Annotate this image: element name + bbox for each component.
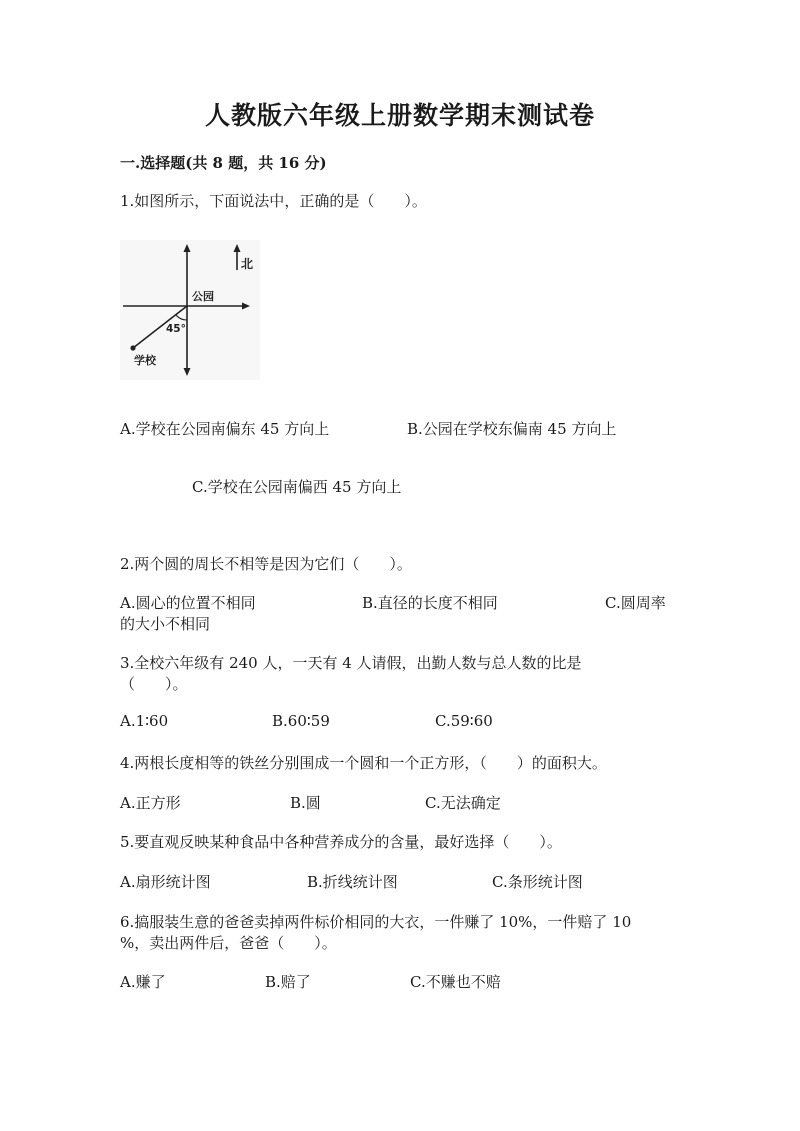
question-3-stem: 3.全校六年级有 240 人，一天有 4 人请假，出勤人数与总人数的比是 <box>120 654 582 672</box>
question-1-option-a: A.学校在公园南偏东 45 方向上 <box>120 420 330 438</box>
page-title: 人教版六年级上册数学期末测试卷 <box>204 101 595 130</box>
question-6-stem: 6.搞服装生意的爸爸卖掉两件标价相同的大衣，一件赚了 10%，一件赔了 10 <box>120 913 632 931</box>
question-1-option-c: C.学校在公园南偏西 45 方向上 <box>192 478 402 496</box>
question-6-option-a: A.赚了 <box>120 973 166 991</box>
question-6-option-c: C.不赚也不赔 <box>410 973 501 991</box>
question-5-option-c: C.条形统计图 <box>492 873 583 891</box>
north-label: 北 <box>241 257 254 271</box>
question-1-option-b: B.公园在学校东偏南 45 方向上 <box>407 420 617 438</box>
question-6-option-b: B.赔了 <box>265 973 311 991</box>
question-5-option-a: A.扇形统计图 <box>120 873 211 891</box>
question-2-stem: 2.两个圆的周长不相等是因为它们（ ）。 <box>120 555 412 573</box>
question-5-option-b: B.折线统计图 <box>307 873 398 891</box>
question-3-option-a: A.1∶60 <box>120 712 169 730</box>
question-3-option-c: C.59∶60 <box>435 712 493 730</box>
question-2-option-a: A.圆心的位置不相同 <box>120 594 256 612</box>
question-4-option-b: B.圆 <box>290 794 321 812</box>
question-1-figure <box>120 240 260 380</box>
question-3-stem-continued: （ ）。 <box>120 675 188 693</box>
section-heading: 一.选择题(共 8 题，共 16 分) <box>120 154 327 172</box>
question-4-stem: 4.两根长度相等的铁丝分别围成一个圆和一个正方形，（ ）的面积大。 <box>120 754 607 772</box>
park-label: 公园 <box>192 290 214 303</box>
angle-label: 45° <box>166 323 186 335</box>
question-4-option-c: C.无法确定 <box>425 794 501 812</box>
question-2-option-b: B.直径的长度不相同 <box>362 594 498 612</box>
question-5-stem: 5.要直观反映某种食品中各种营养成分的含量，最好选择（ ）。 <box>120 833 562 851</box>
school-label: 学校 <box>134 354 156 367</box>
question-1-stem: 1.如图所示，下面说法中，正确的是（ ）。 <box>120 192 427 210</box>
question-3-option-b: B.60∶59 <box>272 712 330 730</box>
question-6-stem-continued: %，卖出两件后，爸爸（ ）。 <box>120 934 337 952</box>
question-4-option-a: A.正方形 <box>120 794 181 812</box>
question-2-option-c-continued: 的大小不相同 <box>120 615 211 633</box>
school-point <box>130 345 135 350</box>
question-2-option-c: C.圆周率 <box>605 594 666 612</box>
direction-diagram <box>120 240 260 380</box>
